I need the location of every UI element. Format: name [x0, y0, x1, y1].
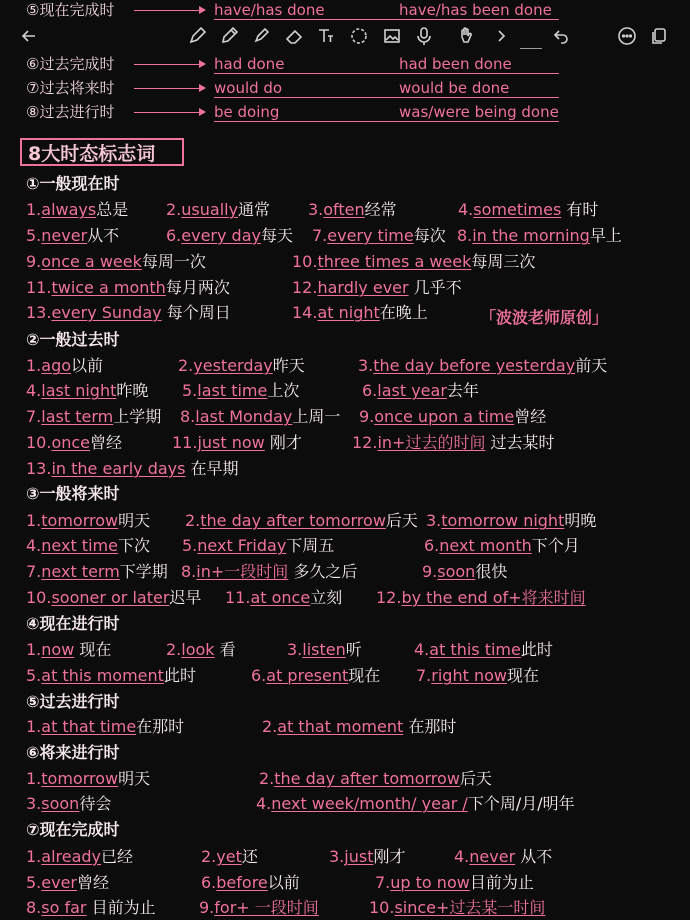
- keyword-item: [182, 536, 334, 556]
- item-chinese: 以前: [71, 356, 104, 375]
- item-number: 3.: [358, 356, 374, 375]
- item-english: up to now: [390, 873, 470, 892]
- keyword-item: [26, 640, 111, 660]
- keyword-item: [369, 898, 545, 918]
- item-english: tomorrow night: [441, 511, 565, 530]
- item-english: three times a week: [317, 252, 472, 271]
- keyword-item: [292, 252, 535, 272]
- item-chinese: 现在: [74, 640, 112, 659]
- image-icon[interactable]: [381, 26, 403, 48]
- tense-label: ⑦过去将来时: [26, 79, 115, 97]
- item-number: 6.: [166, 226, 182, 245]
- highlighter-icon[interactable]: [250, 26, 272, 48]
- item-english: every time: [327, 226, 414, 245]
- keyword-item: [201, 873, 300, 893]
- item-english: hardly ever: [317, 278, 409, 297]
- item-number: 4.: [414, 640, 430, 659]
- keyword-item: [26, 847, 133, 867]
- keyword-item: [182, 381, 299, 401]
- tense-label: ⑤现在完成时: [26, 1, 115, 19]
- item-chinese: 在晚上: [379, 303, 428, 322]
- item-number: 4.: [26, 536, 42, 555]
- back-arrow-icon[interactable]: [18, 26, 40, 48]
- item-english: yesterday: [193, 356, 273, 375]
- tense-label: ⑧过去进行时: [26, 103, 115, 121]
- item-english: often: [323, 200, 365, 219]
- item-chinese: 下个月: [531, 536, 580, 555]
- item-number: 3.: [329, 847, 345, 866]
- keyword-item: [454, 847, 552, 867]
- author-stamp: 「波波老师原创」: [480, 308, 609, 327]
- lasso-icon[interactable]: [348, 26, 370, 48]
- item-chinese: 明晚: [564, 511, 597, 530]
- item-english: always: [41, 200, 97, 219]
- item-chinese: 在早期: [185, 459, 239, 478]
- item-chinese: 通常: [238, 200, 271, 219]
- tense-row: [26, 0, 559, 20]
- keyword-item: [329, 847, 405, 867]
- item-chinese: 前天: [575, 356, 608, 375]
- item-number: 1.: [26, 717, 42, 736]
- item-number: 6.: [251, 666, 267, 685]
- active-form: would do: [214, 79, 399, 98]
- item-number: 7.: [26, 407, 42, 426]
- item-english: just: [344, 847, 374, 866]
- item-english: at once: [250, 588, 311, 607]
- keyword-item: [26, 200, 128, 220]
- tense-row: [26, 54, 559, 74]
- item-english: once a week: [41, 252, 142, 271]
- item-number: 2.: [262, 717, 278, 736]
- section-heading: ③一般将来时: [26, 484, 120, 503]
- item-number: 4.: [26, 381, 42, 400]
- item-english: for+ 一段时间: [214, 898, 319, 917]
- item-english: last time: [197, 381, 268, 400]
- item-english: now: [41, 640, 75, 659]
- item-chinese: 昨天: [272, 356, 305, 375]
- item-english: last year: [377, 381, 447, 400]
- pencil-icon[interactable]: [218, 26, 240, 48]
- item-number: 2.: [178, 356, 194, 375]
- keyword-item: [262, 717, 456, 737]
- keyword-item: [26, 511, 150, 531]
- item-chinese: 每月两次: [165, 278, 230, 297]
- keyword-item: [201, 847, 258, 867]
- keyword-item: [26, 769, 150, 789]
- keyword-item: [424, 536, 580, 556]
- item-chinese: 此时: [163, 666, 196, 685]
- item-chinese: 听: [345, 640, 362, 659]
- item-chinese: 从不: [87, 226, 120, 245]
- item-english: once upon a time: [374, 407, 515, 426]
- item-chinese: 昨晚: [116, 381, 149, 400]
- item-english: in+过去的时间: [377, 433, 486, 452]
- active-form: be doing: [214, 103, 399, 122]
- chevron-right-icon[interactable]: [490, 26, 512, 48]
- item-number: 12.: [292, 278, 318, 297]
- keyword-item: [26, 562, 168, 582]
- item-chinese: 去年: [446, 381, 479, 400]
- item-english: soon: [41, 794, 80, 813]
- item-number: 5.: [26, 226, 42, 245]
- item-english: last night: [41, 381, 117, 400]
- item-number: 1.: [26, 356, 42, 375]
- item-chinese: 下个周/月/明年: [467, 794, 575, 813]
- item-number: 13.: [26, 459, 52, 478]
- item-number: 1.: [26, 847, 42, 866]
- keyword-item: [225, 588, 342, 608]
- arrow: [134, 88, 204, 89]
- item-english: next time: [41, 536, 118, 555]
- keyword-item: [185, 511, 418, 531]
- item-english: already: [41, 847, 102, 866]
- item-chinese: 现在: [506, 666, 539, 685]
- item-number: 2.: [166, 200, 182, 219]
- item-chinese: 早上: [589, 226, 622, 245]
- item-chinese: 上周一: [292, 407, 341, 426]
- item-number: 14.: [292, 303, 318, 322]
- item-english: ever: [41, 873, 77, 892]
- tense-row: [26, 78, 559, 98]
- item-english: sometimes: [473, 200, 562, 219]
- item-chinese: 后天: [385, 511, 418, 530]
- keyword-item: [172, 433, 302, 453]
- item-chinese: 立刻: [310, 588, 343, 607]
- keyword-item: [312, 226, 446, 246]
- keyword-item: [358, 356, 607, 376]
- item-english: before: [216, 873, 268, 892]
- item-english: sooner or later: [51, 588, 170, 607]
- keyword-item: [416, 666, 539, 686]
- item-chinese: 看: [214, 640, 236, 659]
- item-chinese: 后天: [459, 769, 492, 788]
- item-number: 6.: [362, 381, 378, 400]
- item-number: 8.: [457, 226, 473, 245]
- keyword-item: [26, 588, 201, 608]
- item-chinese: 刚才: [373, 847, 406, 866]
- item-english: soon: [437, 562, 476, 581]
- item-number: 8.: [181, 562, 197, 581]
- item-number: 9.: [359, 407, 375, 426]
- keyword-item: [256, 794, 575, 814]
- item-english: just now: [197, 433, 265, 452]
- item-chinese: 下周五: [286, 536, 335, 555]
- page-title: 8大时态标志词: [20, 138, 184, 166]
- item-number: 9.: [199, 898, 215, 917]
- item-number: 6.: [424, 536, 440, 555]
- item-number: 4.: [454, 847, 470, 866]
- item-number: 12.: [352, 433, 378, 452]
- item-number: 10.: [292, 252, 318, 271]
- item-chinese: 上学期: [113, 407, 162, 426]
- item-number: 4.: [458, 200, 474, 219]
- keyword-item: [199, 898, 319, 918]
- item-number: 10.: [26, 588, 52, 607]
- item-english: never: [41, 226, 88, 245]
- item-english: right now: [431, 666, 507, 685]
- item-english: last Monday: [195, 407, 293, 426]
- item-english: twice a month: [51, 278, 166, 297]
- keyword-item: [178, 356, 305, 376]
- passive-form: have/has been done: [399, 1, 559, 20]
- keyword-item: [26, 898, 156, 918]
- keyword-item: [26, 433, 122, 453]
- tense-row: [26, 102, 559, 122]
- item-number: 7.: [375, 873, 391, 892]
- undo-icon[interactable]: [550, 26, 572, 48]
- arrow: [134, 10, 204, 11]
- item-english: in the morning: [472, 226, 590, 245]
- item-chinese: 每周一次: [141, 252, 206, 271]
- copy-icon[interactable]: [648, 26, 670, 48]
- item-number: 12.: [376, 588, 402, 607]
- active-form: had done: [214, 55, 399, 74]
- passive-form: had been done: [399, 55, 559, 74]
- item-chinese: 经常: [364, 200, 397, 219]
- passive-form: would be done: [399, 79, 559, 98]
- underscore-icon: [520, 48, 542, 49]
- item-number: 7.: [416, 666, 432, 685]
- item-english: once: [51, 433, 91, 452]
- more-icon[interactable]: [616, 26, 638, 48]
- keyword-item: [352, 433, 555, 453]
- item-english: tomorrow: [41, 769, 119, 788]
- keyword-item: [26, 459, 239, 479]
- keyword-item: [251, 666, 380, 686]
- item-english: at that time: [41, 717, 137, 736]
- item-english: yet: [216, 847, 242, 866]
- section-heading: ⑦现在完成时: [26, 820, 120, 839]
- item-chinese: 几乎不: [408, 278, 462, 297]
- item-english: at this moment: [41, 666, 164, 685]
- arrow: [134, 112, 204, 113]
- active-form: have/has done: [214, 1, 399, 20]
- item-chinese: 明天: [118, 511, 151, 530]
- keyword-item: [287, 640, 362, 660]
- item-number: 5.: [182, 381, 198, 400]
- item-number: 1.: [26, 769, 42, 788]
- hand-icon[interactable]: [455, 26, 477, 48]
- item-chinese: 有时: [561, 200, 599, 219]
- keyword-item: [26, 278, 230, 298]
- item-chinese: 每次: [413, 226, 446, 245]
- item-english: look: [181, 640, 215, 659]
- keyword-item: [458, 200, 598, 220]
- item-chinese: 以前: [267, 873, 300, 892]
- keyword-item: [426, 511, 596, 531]
- item-chinese: 下学期: [119, 562, 168, 581]
- item-chinese: 曾经: [77, 873, 110, 892]
- item-number: 6.: [201, 873, 217, 892]
- item-chinese: 此时: [520, 640, 553, 659]
- item-number: 13.: [26, 303, 52, 322]
- item-number: 8.: [26, 898, 42, 917]
- passive-form: was/were being done: [399, 103, 559, 121]
- item-english: next month: [439, 536, 532, 555]
- item-chinese: 目前为止: [469, 873, 534, 892]
- keyword-item: [422, 562, 507, 582]
- item-number: 2.: [185, 511, 201, 530]
- item-chinese: 明天: [118, 769, 151, 788]
- keyword-item: [26, 303, 231, 323]
- keyword-item: [26, 356, 103, 376]
- keyword-item: [26, 536, 150, 556]
- item-english: in+一段时间: [196, 562, 289, 581]
- item-number: 1.: [26, 200, 42, 219]
- item-chinese: 还: [241, 847, 258, 866]
- item-number: 1.: [26, 640, 42, 659]
- item-chinese: 待会: [79, 794, 112, 813]
- item-number: 3.: [26, 794, 42, 813]
- section-heading: ④现在进行时: [26, 614, 120, 633]
- eraser-icon[interactable]: [283, 26, 305, 48]
- item-english: never: [469, 847, 516, 866]
- item-english: the day after tomorrow: [274, 769, 460, 788]
- item-number: 3.: [287, 640, 303, 659]
- keyword-item: [359, 407, 546, 427]
- item-chinese: 下次: [117, 536, 150, 555]
- section-heading: ⑥将来进行时: [26, 743, 120, 762]
- item-chinese: 从不: [515, 847, 553, 866]
- item-english: at night: [317, 303, 380, 322]
- item-number: 8.: [180, 407, 196, 426]
- item-chinese: 很快: [475, 562, 508, 581]
- item-chinese: 曾经: [90, 433, 123, 452]
- item-english: next term: [41, 562, 120, 581]
- keyword-item: [26, 873, 109, 893]
- item-number: 10.: [369, 898, 395, 917]
- item-number: 7.: [312, 226, 328, 245]
- item-chinese: 刚才: [264, 433, 302, 452]
- keyword-item: [259, 769, 492, 789]
- microphone-icon[interactable]: [413, 26, 435, 48]
- keyword-item: [308, 200, 397, 220]
- arrow: [134, 64, 204, 65]
- keyword-item: [376, 588, 586, 608]
- item-number: 5.: [26, 873, 42, 892]
- item-number: 11.: [172, 433, 198, 452]
- item-english: so far: [41, 898, 87, 917]
- item-chinese: 过去某时: [485, 433, 555, 452]
- item-number: 9.: [26, 252, 42, 271]
- item-chinese: 每周三次: [471, 252, 536, 271]
- item-chinese: 在那时: [136, 717, 185, 736]
- item-number: 5.: [182, 536, 198, 555]
- item-chinese: 总是: [96, 200, 129, 219]
- item-number: 11.: [225, 588, 251, 607]
- text-icon[interactable]: [315, 26, 337, 48]
- notes-toolbar: [0, 22, 690, 52]
- section-heading: ②一般过去时: [26, 330, 120, 349]
- keyword-item: [292, 278, 462, 298]
- item-chinese: 已经: [101, 847, 134, 866]
- item-number: 2.: [259, 769, 275, 788]
- keyword-item: [166, 226, 293, 246]
- keyword-item: [26, 252, 206, 272]
- item-number: 1.: [26, 511, 42, 530]
- item-chinese: 每个周日: [161, 303, 231, 322]
- item-english: listen: [302, 640, 346, 659]
- item-chinese: 多久之后: [288, 562, 358, 581]
- item-number: 4.: [256, 794, 272, 813]
- item-chinese: 在那时: [403, 717, 457, 736]
- keyword-item: [375, 873, 534, 893]
- item-english: the day after tomorrow: [200, 511, 386, 530]
- item-english: since+过去某一时间: [394, 898, 546, 917]
- item-number: 11.: [26, 278, 52, 297]
- keyword-item: [362, 381, 479, 401]
- item-english: every day: [181, 226, 261, 245]
- keyword-item: [26, 407, 161, 427]
- pen-icon[interactable]: [186, 26, 208, 48]
- keyword-item: [457, 226, 622, 246]
- item-chinese: 迟早: [169, 588, 202, 607]
- item-english: at that moment: [277, 717, 404, 736]
- tense-label: ⑥过去完成时: [26, 55, 115, 73]
- item-number: 3.: [308, 200, 324, 219]
- item-number: 3.: [426, 511, 442, 530]
- item-chinese: 现在: [348, 666, 381, 685]
- item-english: next Friday: [197, 536, 287, 555]
- item-number: 5.: [26, 666, 42, 685]
- item-english: last term: [41, 407, 114, 426]
- section-heading: ①一般现在时: [26, 174, 120, 193]
- keyword-item: [181, 562, 357, 582]
- item-english: the day before yesterday: [373, 356, 576, 375]
- item-english: at present: [266, 666, 349, 685]
- section-heading: ⑤过去进行时: [26, 692, 120, 711]
- keyword-item: [26, 226, 119, 246]
- keyword-item: [166, 200, 270, 220]
- item-number: 7.: [26, 562, 42, 581]
- keyword-item: [292, 303, 428, 323]
- item-english: at this time: [429, 640, 521, 659]
- keyword-item: [26, 794, 111, 814]
- item-chinese: 曾经: [514, 407, 547, 426]
- item-number: 2.: [201, 847, 217, 866]
- item-chinese: 目前为止: [86, 898, 156, 917]
- item-number: 10.: [26, 433, 52, 452]
- item-number: 9.: [422, 562, 438, 581]
- item-chinese: 上次: [267, 381, 300, 400]
- item-english: by the end of+将来时间: [401, 588, 586, 607]
- item-english: in the early days: [51, 459, 186, 478]
- keyword-item: [26, 381, 148, 401]
- item-chinese: 每天: [260, 226, 293, 245]
- item-english: next week/month/ year /: [271, 794, 468, 813]
- keyword-item: [180, 407, 340, 427]
- item-english: tomorrow: [41, 511, 119, 530]
- item-english: usually: [181, 200, 239, 219]
- keyword-item: [26, 717, 184, 737]
- item-english: ago: [41, 356, 72, 375]
- keyword-item: [26, 666, 196, 686]
- keyword-item: [414, 640, 553, 660]
- item-english: every Sunday: [51, 303, 162, 322]
- item-number: 2.: [166, 640, 182, 659]
- keyword-item: [166, 640, 236, 660]
